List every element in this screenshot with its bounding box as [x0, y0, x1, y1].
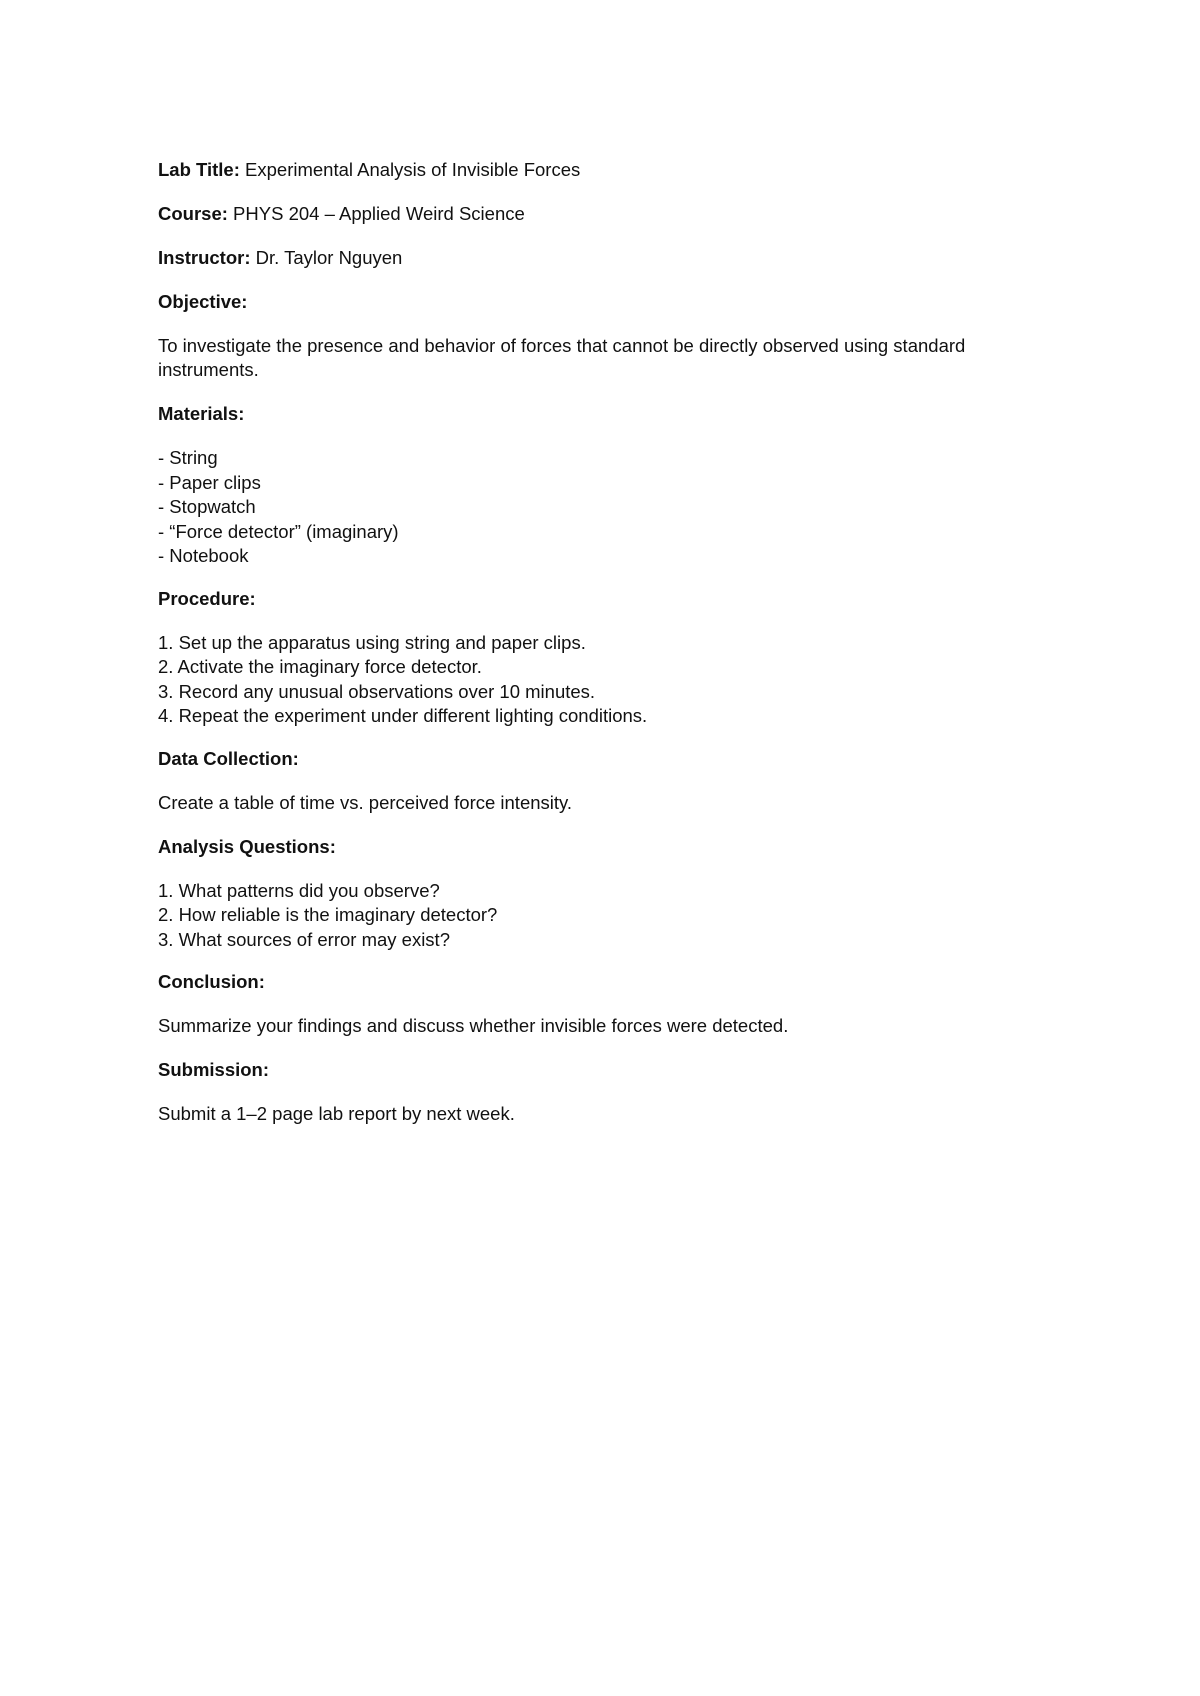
lab-title-value: Experimental Analysis of Invisible Forces [245, 159, 581, 180]
instructor-label: Instructor: [158, 247, 251, 268]
instructor-line [158, 246, 1050, 270]
list-item: 4. Repeat the experiment under different lighting conditions. [158, 705, 648, 726]
materials-list [158, 446, 1050, 569]
analysis-list [158, 879, 1050, 953]
data-collection-text: Create a table of time vs. perceived force intensity. [158, 791, 573, 813]
list-item: 1. Set up the apparatus using string and paper clips. [158, 631, 586, 653]
objective-text: To investigate the presence and behavior of forces that cannot be directly observed using standard instruments. [158, 335, 966, 380]
list-item: - Notebook [158, 545, 249, 566]
conclusion-heading: Conclusion: [158, 971, 265, 992]
conclusion-text: Summarize your findings and discuss whether invisible forces were detected. [158, 1015, 789, 1036]
lab-title-label: Lab Title: [158, 159, 240, 180]
materials-heading: Materials: [158, 403, 245, 424]
submission-heading: Submission: [158, 1059, 270, 1080]
list-item: - “Force detector” (imaginary) [158, 520, 399, 542]
data-collection-heading: Data Collection: [158, 747, 299, 769]
list-item: 2. Activate the imaginary force detector. [158, 656, 482, 677]
list-item: - String [158, 447, 218, 468]
list-item: 3. What sources of error may exist? [158, 928, 450, 950]
list-item: - Paper clips [158, 471, 261, 493]
analysis-heading: Analysis Questions: [158, 835, 336, 857]
submission-text: Submit a 1–2 page lab report by next week. [158, 1103, 515, 1124]
lab-title-line [158, 158, 1050, 182]
list-item: 2. How reliable is the imaginary detector? [158, 904, 498, 925]
course-line [158, 202, 1050, 226]
objective-heading: Objective: [158, 291, 248, 312]
list-item: - Stopwatch [158, 496, 256, 517]
course-label: Course: [158, 203, 228, 224]
list-item: 3. Record any unusual observations over 10 minutes. [158, 680, 596, 702]
procedure-heading: Procedure: [158, 587, 256, 609]
list-item: 1. What patterns did you observe? [158, 879, 440, 901]
course-value: PHYS 204 – Applied Weird Science [233, 203, 525, 224]
instructor-value: Dr. Taylor Nguyen [255, 247, 403, 268]
procedure-list [158, 631, 1050, 729]
